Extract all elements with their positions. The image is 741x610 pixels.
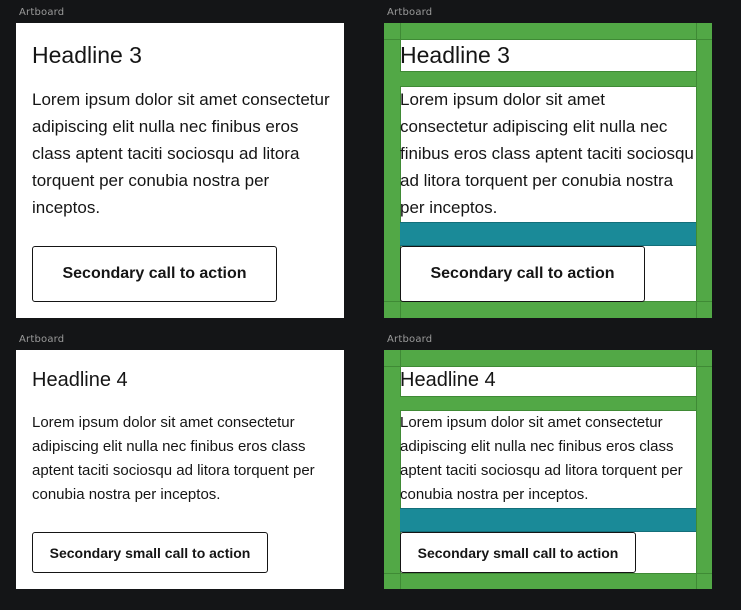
padding-guide-top [384, 39, 712, 40]
card-headline: Headline 4 [32, 369, 128, 391]
spacing-band-headline-body [400, 71, 696, 87]
artboard-card-headline-4 [16, 350, 344, 589]
spacing-band-headline-body [400, 396, 696, 411]
card-headline: Headline 4 [400, 369, 496, 391]
artboard-card-headline-4-spacing [384, 350, 712, 589]
padding-guide-top [384, 366, 712, 367]
card-headline: Headline 3 [32, 42, 142, 68]
padding-guide-right [696, 23, 697, 318]
artboard-label: Artboard [387, 7, 433, 18]
spacing-band-body-button [400, 508, 696, 532]
artboard-label: Artboard [19, 7, 65, 18]
artboard-label: Artboard [19, 334, 65, 345]
card-body-text: Lorem ipsum dolor sit amet consectetur adipiscing elit nulla nec finibus eros class aptent taciti sociosqu ad litora torquent per conubia nostra per inceptos. [32, 414, 315, 503]
secondary-small-cta-button[interactable]: Secondary small call to action [400, 532, 636, 573]
secondary-cta-button[interactable]: Secondary call to action [400, 246, 645, 302]
secondary-cta-button[interactable]: Secondary call to action [32, 246, 277, 302]
spacing-band-body-button [400, 222, 696, 246]
card-body-text: Lorem ipsum dolor sit amet consectetur adipiscing elit nulla nec finibus eros class aptent taciti sociosqu ad litora torquent per conubia nostra per inceptos. [400, 90, 694, 217]
artboard-card-headline-3-spacing [384, 23, 712, 318]
secondary-small-cta-button[interactable]: Secondary small call to action [32, 532, 268, 573]
card-body-text: Lorem ipsum dolor sit amet consectetur adipiscing elit nulla nec finibus eros class aptent taciti sociosqu ad litora torquent per conubia nostra per inceptos. [32, 90, 330, 217]
padding-guide-bottom [384, 573, 712, 574]
artboard-label: Artboard [387, 334, 433, 345]
card-body-text: Lorem ipsum dolor sit amet consectetur adipiscing elit nulla nec finibus eros class aptent taciti sociosqu ad litora torquent per conubia nostra per inceptos. [400, 414, 683, 503]
padding-guide-right [696, 350, 697, 589]
artboard-card-headline-3 [16, 23, 344, 318]
card-headline: Headline 3 [400, 42, 510, 68]
